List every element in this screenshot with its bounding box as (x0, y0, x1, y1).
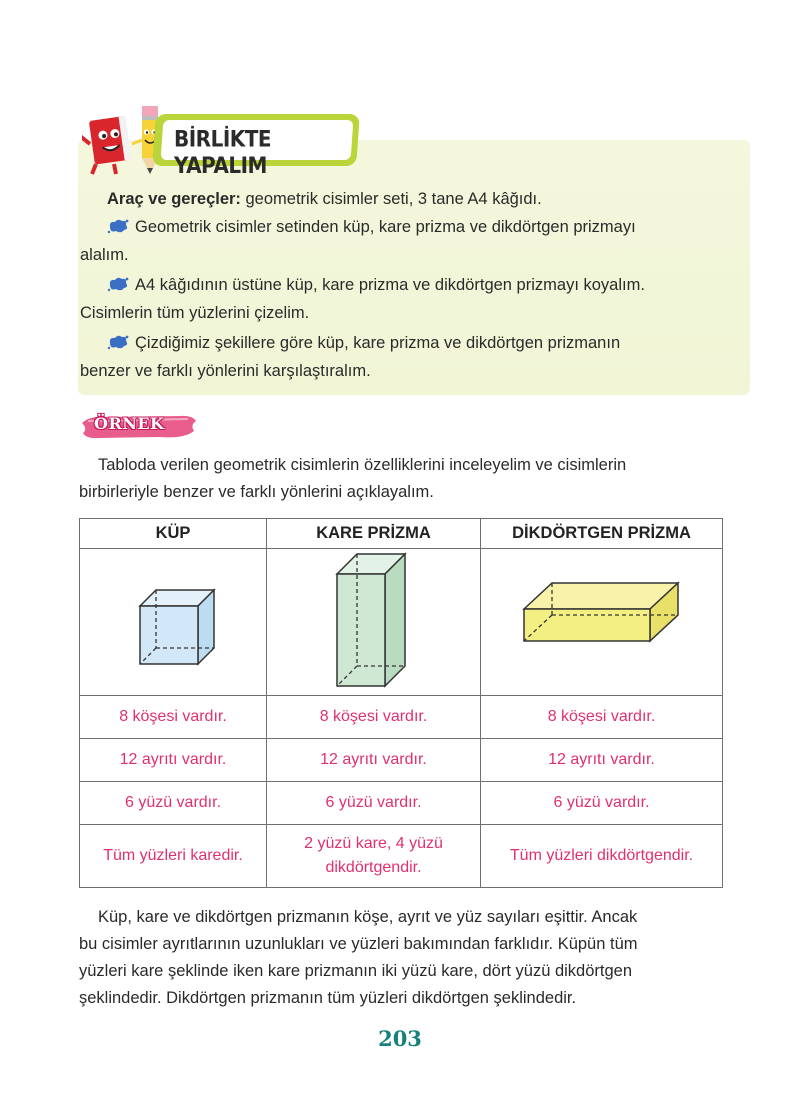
step-3 (107, 330, 620, 357)
table-cell: 12 ayrıtı vardır. (267, 739, 481, 782)
paint-splash-bullet-icon (107, 218, 129, 234)
table-cell: Tüm yüzleri karedir. (80, 825, 267, 888)
page-number: 203 (378, 1026, 422, 1051)
activity-header (82, 100, 362, 178)
step-1-line-2: alalım. (80, 246, 129, 264)
table-row (80, 782, 723, 825)
conclusion-line-1: Küp, kare ve dikdörtgen prizmanın köşe, ayrıt ve yüz sayıları eşittir. Ancak (98, 908, 638, 926)
example-intro-line-1: Tabloda verilen geometrik cisimlerin özelliklerini inceleyelim ve cisimlerin (98, 456, 627, 474)
tools-text: geometrik cisimler seti, 3 tane A4 kâğıdı. (240, 190, 542, 208)
tools-line (107, 186, 542, 213)
step-1 (107, 214, 636, 241)
table-cell-line-2: dikdörtgendir. (325, 859, 422, 876)
table-cell: 8 köşesi vardır. (80, 696, 267, 739)
step-3-line-1: Çizdiğimiz şekillere göre küp, kare prizma ve dikdörtgen prizmanın (135, 334, 621, 352)
header-square-prism: KARE PRİZMA (267, 519, 481, 549)
table-header-row (80, 519, 723, 549)
example-intro-line-2: birbirleriyle benzer ve farklı yönlerini açıklayalım. (79, 483, 434, 501)
cube-cell (80, 549, 267, 696)
square-prism-figure (319, 550, 429, 690)
step-1-line-1: Geometrik cisimler setinden küp, kare prizma ve dikdörtgen prizmayı (135, 218, 636, 236)
table-cell: 6 yüzü vardır. (80, 782, 267, 825)
properties-table (79, 518, 723, 888)
table-cell: 6 yüzü vardır. (481, 782, 723, 825)
table-row (80, 696, 723, 739)
cube-figure (118, 560, 228, 680)
example-badge-label: ÖRNEK (94, 414, 165, 433)
step-3-line-2: benzer ve farklı yönlerini karşılaştıralım. (80, 362, 371, 380)
table-row (80, 825, 723, 888)
table-row (80, 739, 723, 782)
table-row-shapes (80, 549, 723, 696)
table-cell-line-1: 2 yüzü kare, 4 yüzü (304, 835, 443, 852)
conclusion-line-2: bu cisimler ayrıtlarının uzunlukları ve yüzleri bakımından farklıdır. Küpün tüm (79, 935, 638, 953)
conclusion-line-3: yüzleri kare şeklinde iken kare prizmanın iki yüzü kare, dört yüzü dikdörtgen (79, 962, 633, 980)
step-2-line-2: Cisimlerin tüm yüzlerini çizelim. (80, 304, 310, 322)
table-cell-two-line (267, 825, 481, 888)
example-badge (80, 411, 198, 443)
activity-title: BİRLİKTE YAPALIM (174, 125, 272, 179)
table-cell: 12 ayrıtı vardır. (481, 739, 723, 782)
table-cell: 8 köşesi vardır. (481, 696, 723, 739)
table-cell: Tüm yüzleri dikdörtgendir. (481, 825, 723, 888)
paint-splash-bullet-icon (107, 276, 129, 292)
rectangular-prism-figure (522, 575, 682, 665)
header-cube: KÜP (80, 519, 267, 549)
paint-splash-bullet-icon (107, 334, 129, 350)
table-cell: 8 köşesi vardır. (267, 696, 481, 739)
table-cell: 6 yüzü vardır. (267, 782, 481, 825)
step-2 (107, 272, 645, 299)
tools-label: Araç ve gereçler: (107, 190, 241, 208)
step-2-line-1: A4 kâğıdının üstüne küp, kare prizma ve dikdörtgen prizmayı koyalım. (135, 276, 645, 294)
header-rectangular-prism: DİKDÖRTGEN PRİZMA (481, 519, 723, 549)
square-prism-cell (267, 549, 481, 696)
rectangular-prism-cell (481, 549, 723, 696)
table-cell: 12 ayrıtı vardır. (80, 739, 267, 782)
conclusion-line-4: şeklindedir. Dikdörtgen prizmanın tüm yüzleri dikdörtgen şeklindedir. (79, 989, 577, 1007)
